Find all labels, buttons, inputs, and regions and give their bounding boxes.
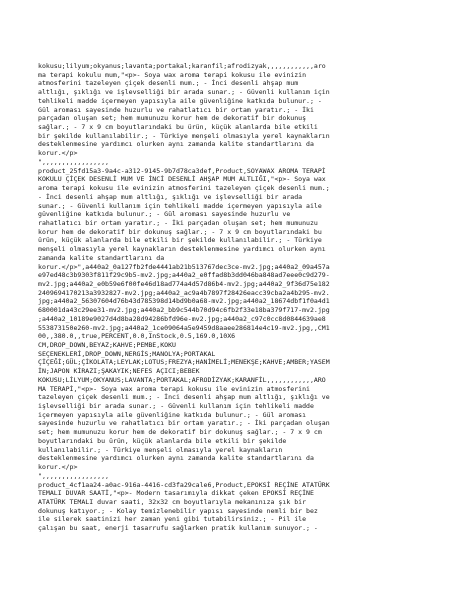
text-line: aroma terapi kokusu ile evinizin atmosferini tazeleyen çiçek desenli mum.; [38, 184, 330, 193]
text-line: KOKULU ÇİÇEK DESENLİ MUM VE İNCİ DESENLİ AHŞAP MUM ALTLIĞI,"<p>- Soya wax [38, 175, 326, 184]
text-line: 680001da43c29ee31-mv2.jpg;a440a2_bb9c544b70d94c6fb2f33e18ba379f717-mv2.jpg [38, 306, 330, 315]
text-line: çalışan bu saat, enerji tasarrufu sağlarken pratik kullanım sunuyor.; - [38, 524, 318, 533]
text-line [38, 533, 434, 542]
text-line: boyutlarındaki bu ürün, küçük alanlarda bile etkili bir şekilde [38, 436, 287, 445]
text-line: 00,,380.0,,true,PERCENT,0.0,InStock,0.5,169.0,10X6 [38, 332, 236, 341]
text-line: e97ed48c3b9303f811f29c9b5-mv2.jpg;a440a2_e0ffad8b3dd046ba848ad7eee0c9d279- [38, 271, 330, 280]
text-line: jpg;a440a2_56307604d76b43d785398d14bd9b0a68-mv2.jpg;a440a2_18674dbf1f0a4d1 [38, 297, 330, 306]
text-line: rahatlatıcı bir ortam yaratır.; - İki parçadan oluşan set; hem mumunuzu [38, 218, 318, 227]
text-line: sağlar.; - 7 x 9 cm boyutlarındaki bu ürün, küçük alanlarda bile etkili [38, 123, 318, 132]
text-line: zamanda kalite standartlarını da [38, 253, 165, 262]
text-line: menşeli olmasıyla yerel kaynakların desteklenmesine yardımcı olurken aynı [38, 245, 326, 254]
text-line: ",,,,,,,,,,,,,,,,, [38, 471, 109, 480]
text-line: sayesinde huzurlu ve rahatlatıcı bir ortam yaratır.; - İki parçadan oluşan [38, 419, 330, 428]
text-line: ÇİÇEĞİ;GÜL;ÇİKOLATA;LEYLAK;LOTUS;FREZYA;HANİMELİ;MENEKŞE;KAHVE;AMBER;YASEM [38, 358, 330, 367]
text-line: - İnci desenli ahşap mum altlığı, şıklığı ve işlevselliği bir arada [38, 192, 303, 201]
text-line: CM,DROP_DOWN,BEYAZ;KAHVE;PEMBE,KOKU [38, 341, 176, 349]
text-line: parçadan oluşan set; hem mumunuzu korur hem de dekoratif bir dokunuş [38, 114, 307, 123]
text-line: KOKUSU;LİLYUM;OKYANUS;LAVANTA;PORTAKAL;AFRODİZYAK;KARANFİL,,,,,,,,,,,,ARO [38, 375, 326, 384]
text-line: set; hem mumunuzu korur hem de dekoratif bir dokunuş sağlar.; - 7 x 9 cm [38, 428, 322, 437]
text-line: desteklenmesine yardımcı olurken aynı zamanda kalite standartlarını da [38, 140, 314, 149]
text-line: korur.</p>",a440a2_0a127fb2fde4441ab21b513767dec3ce-mv2.jpg;a440a2_09a457a [38, 262, 330, 271]
text-line: Gül aroması sayesinde huzurlu ve rahatlatıcı bir ortam yaratır.; - İki [38, 105, 314, 114]
text-line: TEMALI DUVAR SAATİ,"<p>- Modern tasarımıyla dikkat çeken EPOKSİ REÇİNE [38, 489, 314, 498]
text-line: 2409694170213a3932827-mv2.jpg;a440a2_ac9a4b7897f28426eacc39cba2a4b295-mv2. [38, 288, 330, 297]
text-line: içermeyen yapısıyla aile güvenliğine katkıda bulunur.; - Gül aroması [38, 410, 307, 419]
document-page [38, 62, 434, 572]
text-line: bir şekilde kullanılabilir.; - Türkiye menşeli olmasıyla yerel kaynakların [38, 131, 330, 140]
text-line: İN;JAPON KİRAZI;ŞAKAYIK;NEFES AÇICI;BEBEK [38, 367, 200, 376]
text-line: ile silerek saatinizi her zaman yeni gibi tutabilirsiniz.; - Pil ile [38, 515, 307, 524]
text-line: kullanılabilir.; - Türkiye menşeli olmasıyla yerel kaynakların [38, 445, 283, 454]
text-line: product_4cf1aa24-a0ac-916a-4416-cd3fa29cale6,Product,EPOKSİ REÇİNE ATATÜRK [38, 480, 330, 489]
text-line: product_25fd15a3-9a4c-a312-9145-9b7d78ca3def,Product,SOYAWAX AROMA TERAPİ [38, 166, 326, 175]
text-line: ürün, küçük alanlarda bile etkili bir şekilde kullanılabilir.; - Türkiye [38, 236, 322, 245]
text-line: 553873150e260-mv2.jpg;a440a2_1ce09064a5e9459d8aaee286814e4c19-mv2.jpg,,CM1 [38, 323, 330, 332]
text-line: tazeleyen çiçek desenli mum.; - İnci desenli ahşap mum altlığı, şıklığı ve [38, 393, 330, 402]
text-line: atmosferini tazeleyen çiçek desenli mum.; - İnci desenli ahşap mum [38, 79, 299, 88]
text-line: ",,,,,,,,,,,,,,,,, [38, 157, 109, 166]
text-line: MA TERAPİ,"<p>- Soya wax aroma terapi kokusu ile evinizin atmosferini [38, 384, 310, 393]
text-line: kokusu;lilyum;okyanus;lavanta;portakal;karanfil;afrodizyak,,,,,,,,,,,,aro [38, 62, 326, 70]
text-line: korur hem de dekoratif bir dokunuş sağlar.; - 7 x 9 cm boyutlarındaki bu [38, 227, 322, 236]
text-line: güvenliğine katkıda bulunur.; - Gül aroması sayesinde huzurlu ve [38, 210, 291, 219]
text-line: korur.</p> [38, 463, 78, 472]
text-line: tehlikeli madde içermeyen yapısıyla aile güvenliğine katkıda bulunur.; - [38, 96, 322, 105]
text-line: mv2.jpg;a440a2_e0b59e6f00fe46d18ad774a4d57d86b4-mv2.jpg;a440a2_9f36d75e182 [38, 279, 330, 288]
text-line: korur.</p> [38, 149, 78, 158]
text-line: dokunuş katıyor.; - Kolay temizlenebilir yapısı sayesinde nemli bir bez [38, 506, 318, 515]
text-line: SEÇENEKLERİ,DROP_DOWN,NERGİS;MANOLYA;PORTAKAL [38, 349, 216, 358]
text-line: desteklenmesine yardımcı olurken aynı zamanda kalite standartlarını da [38, 454, 314, 463]
text-line: işlevselliği bir arada sunar.; - Güvenli kullanım için tehlikeli madde [38, 402, 314, 411]
text-line: altlığı, şıklığı ve işlevselliği bir arada sunar.; - Güvenli kullanım için [38, 88, 330, 97]
text-line: sunar.; - Güvenli kullanım için tehlikeli madde içermeyen yapısıyla aile [38, 201, 322, 210]
text-line: ATATÜRK TEMALI duvar saati, 32x32 cm boyutlarıyla mekanınıza şık bir [38, 497, 307, 506]
text-line: ;a440a2_10189e9027d4d8ba28d94286bfd96e-mv2.jpg;a440a2_c97c0cc8d0844639ae8 [38, 314, 326, 323]
text-line: ma terapi kokulu mum,"<p>- Soya wax aroma terapi kokusu ile evinizin [38, 70, 307, 79]
